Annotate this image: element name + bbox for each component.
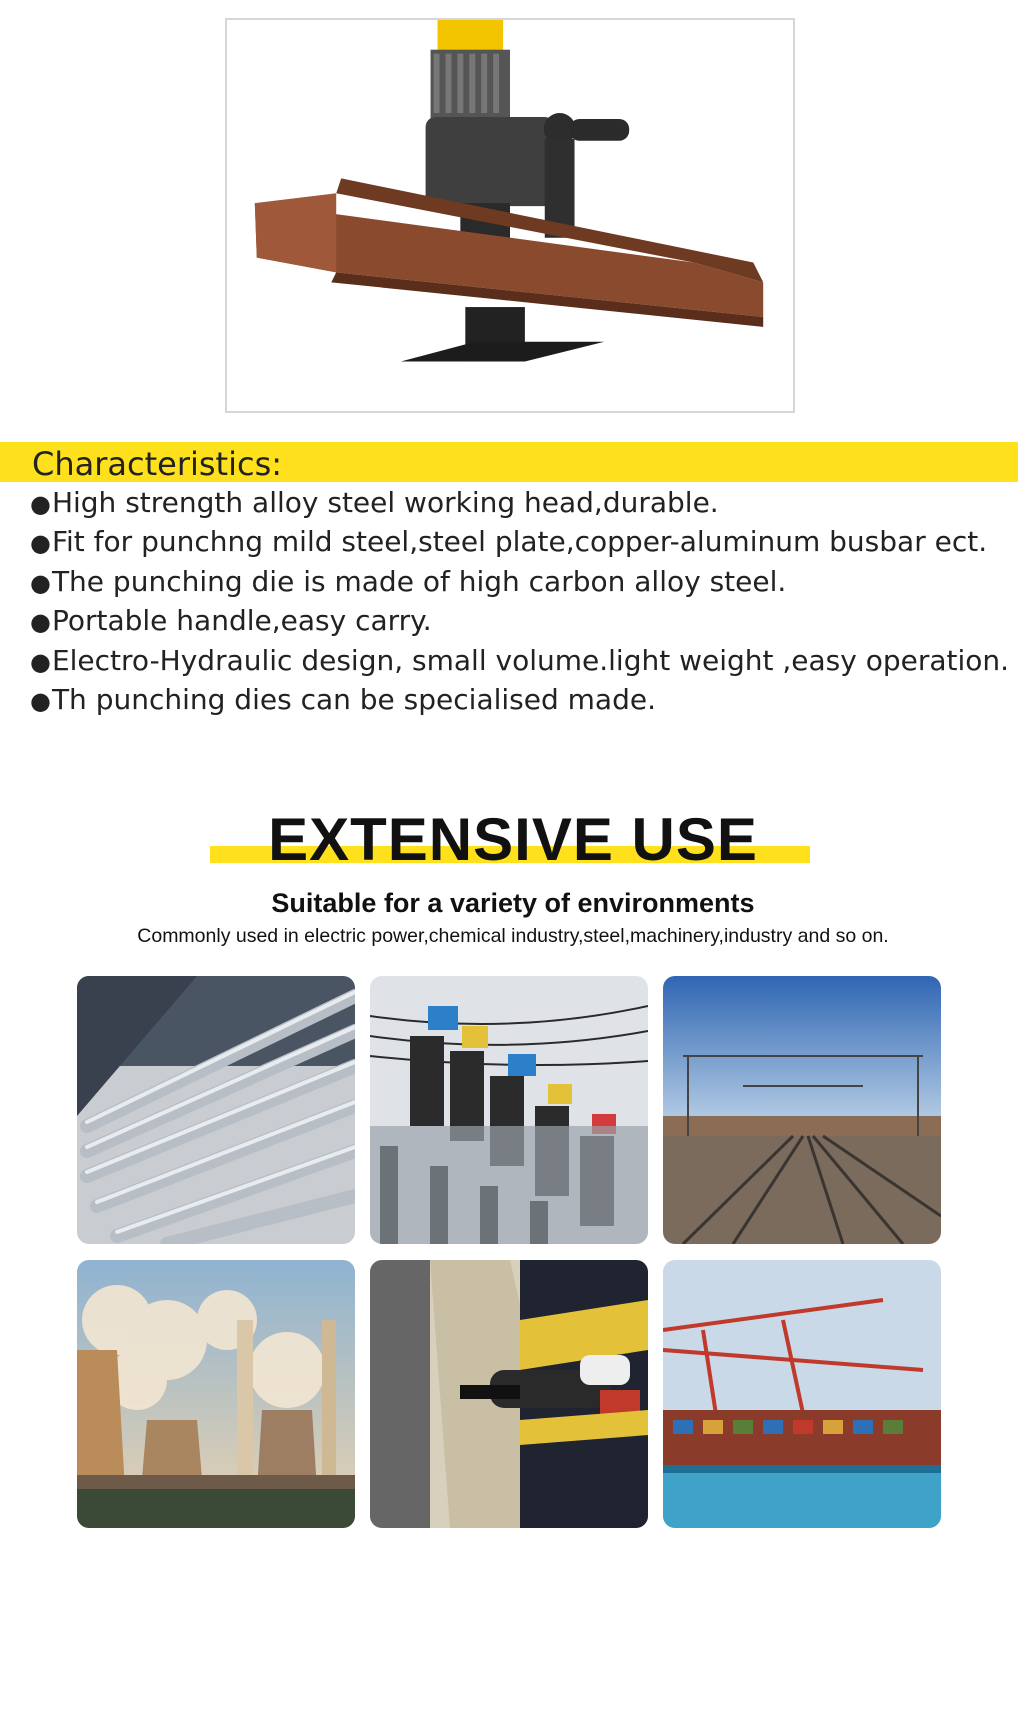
list-item: ●The punching die is made of high carbon alloy steel. bbox=[30, 564, 787, 598]
list-item: ●Th punching dies can be specialised made. bbox=[30, 683, 656, 717]
bullet-icon: ● bbox=[30, 687, 51, 716]
bullet-icon: ● bbox=[30, 529, 51, 558]
container-port-photo-icon bbox=[663, 1260, 941, 1528]
use-tile-power-plant bbox=[77, 1260, 355, 1528]
list-item: ●Portable handle,easy carry. bbox=[30, 604, 432, 638]
characteristics-title: Characteristics: bbox=[32, 445, 283, 483]
use-tile-railway bbox=[663, 976, 941, 1244]
electrical-insulators-photo-icon bbox=[370, 976, 648, 1244]
use-tile-container-port bbox=[663, 1260, 941, 1528]
bullet-icon: ● bbox=[30, 490, 51, 518]
steel-pipes-photo-icon bbox=[77, 976, 355, 1244]
power-plant-photo-icon bbox=[77, 1260, 355, 1528]
use-tile-pipes bbox=[77, 976, 355, 1244]
extensive-use-description: Commonly used in electric power,chemical industry,steel,machinery,industry and so on. bbox=[137, 925, 889, 947]
extensive-use-title: EXTENSIVE USE bbox=[268, 806, 758, 873]
list-item: ●Electro-Hydraulic design, small volume.light weight ,easy operation. bbox=[30, 643, 1010, 677]
rescue-cutter-photo-icon bbox=[370, 1260, 648, 1528]
bullet-icon: ● bbox=[30, 647, 51, 676]
hydraulic-punch-photo-icon bbox=[227, 20, 793, 411]
list-item: ●Fit for punchng mild steel,steel plate,copper-aluminum busbar ect. bbox=[30, 525, 988, 559]
product-image bbox=[225, 18, 795, 413]
railway-tracks-photo-icon bbox=[663, 976, 941, 1244]
bullet-icon: ● bbox=[30, 608, 51, 637]
use-tile-rescue bbox=[370, 1260, 648, 1528]
list-item: ●High strength alloy steel working head,durable. bbox=[30, 486, 719, 519]
bullet-icon: ● bbox=[30, 568, 51, 597]
extensive-use-subtitle: Suitable for a variety of environments bbox=[271, 888, 755, 918]
use-tile-insulators bbox=[370, 976, 648, 1244]
characteristics-list bbox=[30, 484, 1009, 720]
